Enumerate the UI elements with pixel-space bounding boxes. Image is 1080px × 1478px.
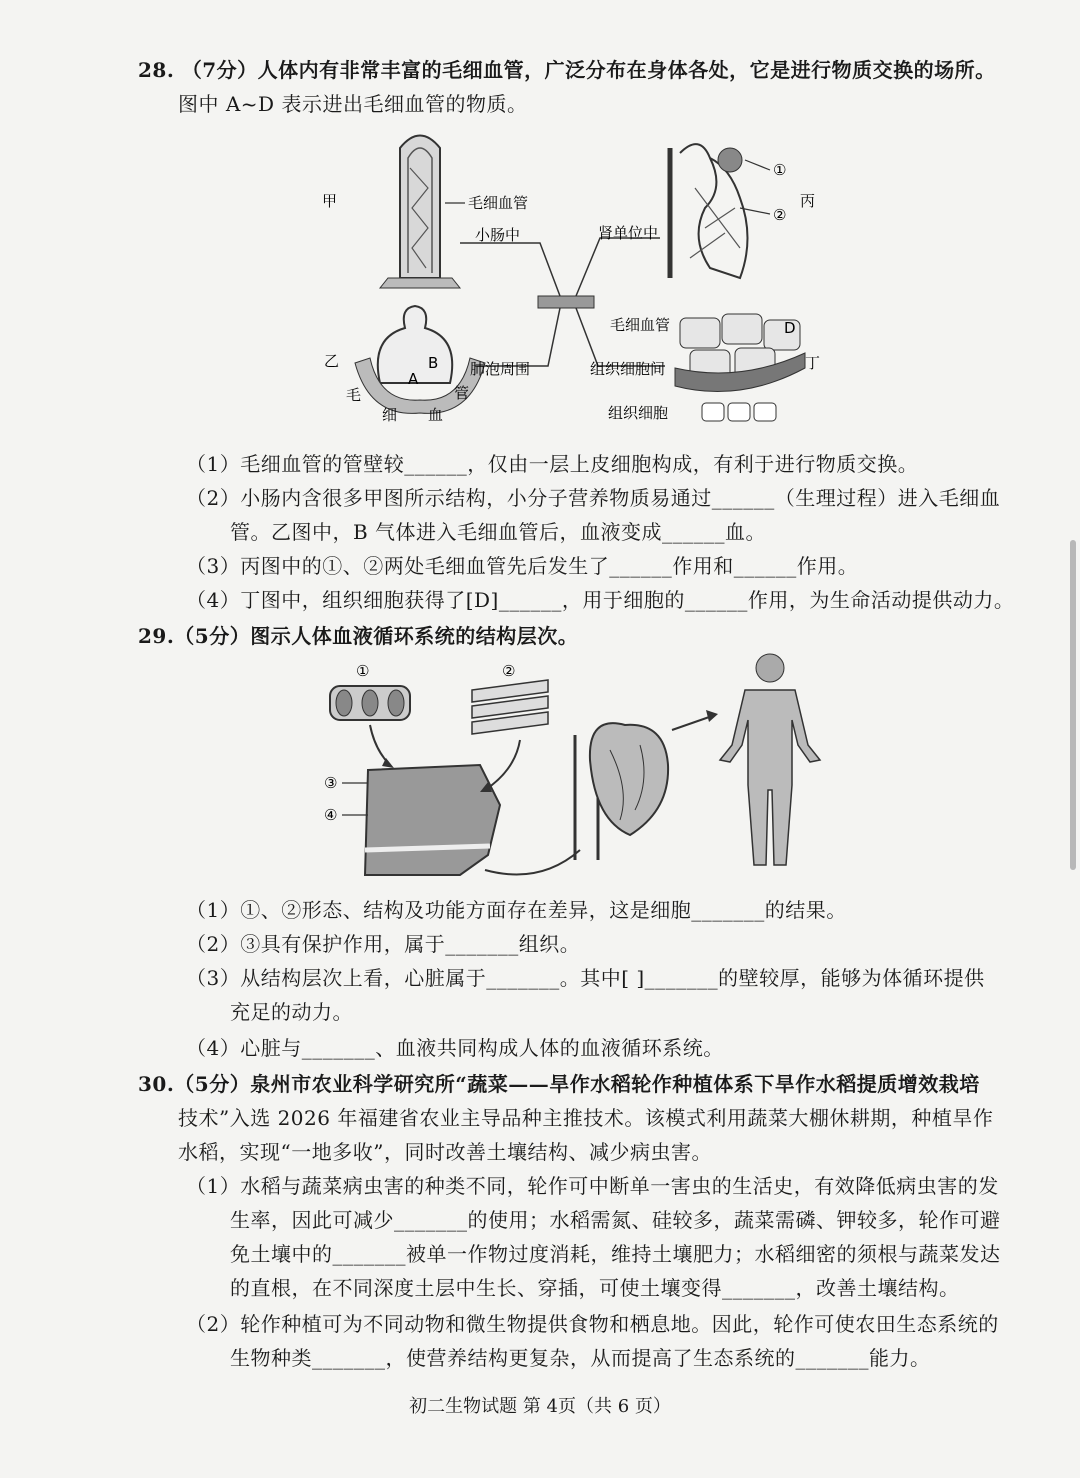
nephron-drawing [670,144,748,278]
q29-sub1: （1）①、②形态、结构及功能方面存在差异，这是细胞_______的结果。 [186,898,847,922]
label-circle-2: ② [773,206,787,224]
label-alveoli: 肺泡周围 [470,360,531,378]
scrollbar[interactable] [1070,540,1076,870]
label-yi-cap-2: 细 [382,406,398,424]
center-box [538,296,594,308]
label-yi: 乙 [324,352,340,370]
q28-sub2-line2: 管。乙图中，B 气体进入毛细血管后，血液变成______血。 [230,520,767,544]
label-capillary-ding: 毛细血管 [610,316,671,334]
label-ding: 丁 [805,354,821,372]
label-circle-1: ① [773,161,787,179]
q29-figure [320,650,840,885]
label-tissue-between: 组织细胞间 [590,360,666,378]
q28-sub2-line1: （2）小肠内含很多甲图所示结构，小分子营养物质易通过______（生理过程）进入毛细血 [186,486,1001,510]
q29-sub3-line1: （3）从结构层次上看，心脏属于_______。其中[ ]_______的壁较厚，能够为体循环提供 [186,966,985,990]
q30-stem-line1: 30.（5分）泉州市农业科学研究所“蔬菜——旱作水稻轮作种植体系下旱作水稻提质增效栽培 [138,1072,980,1096]
human-body-drawing [720,654,820,865]
q28-sub4: （4）丁图中，组织细胞获得了[D]______，用于细胞的______作用，为生命活动提供动力。 [186,588,1015,612]
q28-sub3: （3）丙图中的①、②两处毛细血管先后发生了______作用和______作用。 [186,554,859,578]
label-jia: 甲 [322,192,338,210]
label-kidney-unit: 肾单位中 [598,224,659,242]
q30-stem-line2: 技术”入选 2026 年福建省农业主导品种主推技术。该模式利用蔬菜大棚休耕期，种植旱作 [178,1106,994,1130]
label-yi-cap-3: 血 [428,406,444,424]
q29-sub3-line2: 充足的动力。 [230,1000,353,1024]
q29-sub4: （4）心脏与_______、血液共同构成人体的血液循环系统。 [186,1036,724,1060]
q28-stem-line1: 28. （7分）人体内有非常丰富的毛细血管，广泛分布在身体各处，它是进行物质交换的场所。 [138,58,996,82]
label-c3: ③ [324,774,338,792]
label-tissue-cell: 组织细胞 [608,404,669,422]
q28-figure [310,128,830,433]
q30-sub1-line4: 的直根，在不同深度土层中生长、穿插，可使土壤变得_______，改善土壤结构。 [230,1276,960,1300]
villus-drawing [380,136,460,289]
q30-sub2-line1: （2）轮作种植可为不同动物和微生物提供食物和栖息地。因此，轮作可使农田生态系统的 [186,1312,999,1336]
label-c2: ② [502,662,516,680]
q30-sub1-line2: 生率，因此可减少_______的使用；水稻需氮、硅较多，蔬菜需磷、钾较多，轮作可避 [230,1208,1001,1232]
label-A: A [408,370,419,388]
label-yi-cap-1: 毛 [346,386,362,404]
muscle-cells-drawing [472,680,548,734]
label-B: B [428,354,439,372]
q30-sub1-line1: （1）水稻与蔬菜病虫害的种类不同，轮作可中断单一害虫的生活史，有效降低病虫害的发 [186,1174,999,1198]
q29-sub2: （2）③具有保护作用，属于_______组织。 [186,932,581,956]
label-D: D [784,319,796,337]
label-c4: ④ [324,806,338,824]
heart-drawing [575,723,668,860]
tissue-block-drawing [365,765,500,875]
q30-sub1-line3: 免土壤中的_______被单一作物过度消耗，维持土壤肥力；水稻细密的须根与蔬菜发达 [230,1242,1001,1266]
label-yi-cap-4: 管 [454,384,470,402]
q28-stem-line2: 图中 A~D 表示进出毛细血管的物质。 [178,92,528,116]
label-bing: 丙 [800,192,816,210]
label-capillary-jia: 毛细血管 [468,194,529,212]
q28-sub1: （1）毛细血管的管壁较______，仅由一层上皮细胞构成，有利于进行物质交换。 [186,452,919,476]
q30-sub2-line2: 生物种类_______，使营养结构更复杂，从而提高了生态系统的_______能力。 [230,1346,931,1370]
page-footer: 初二生物试题 第 4页（共 6 页） [409,1396,671,1417]
label-c1: ① [356,662,370,680]
q29-stem: 29.（5分）图示人体血液循环系统的结构层次。 [138,624,579,648]
label-small-intestine: 小肠中 [475,226,521,244]
q30-stem-line3: 水稻，实现“一地多收”，同时改善土壤结构、减少病虫害。 [178,1140,712,1164]
cells-drawing [330,686,410,720]
